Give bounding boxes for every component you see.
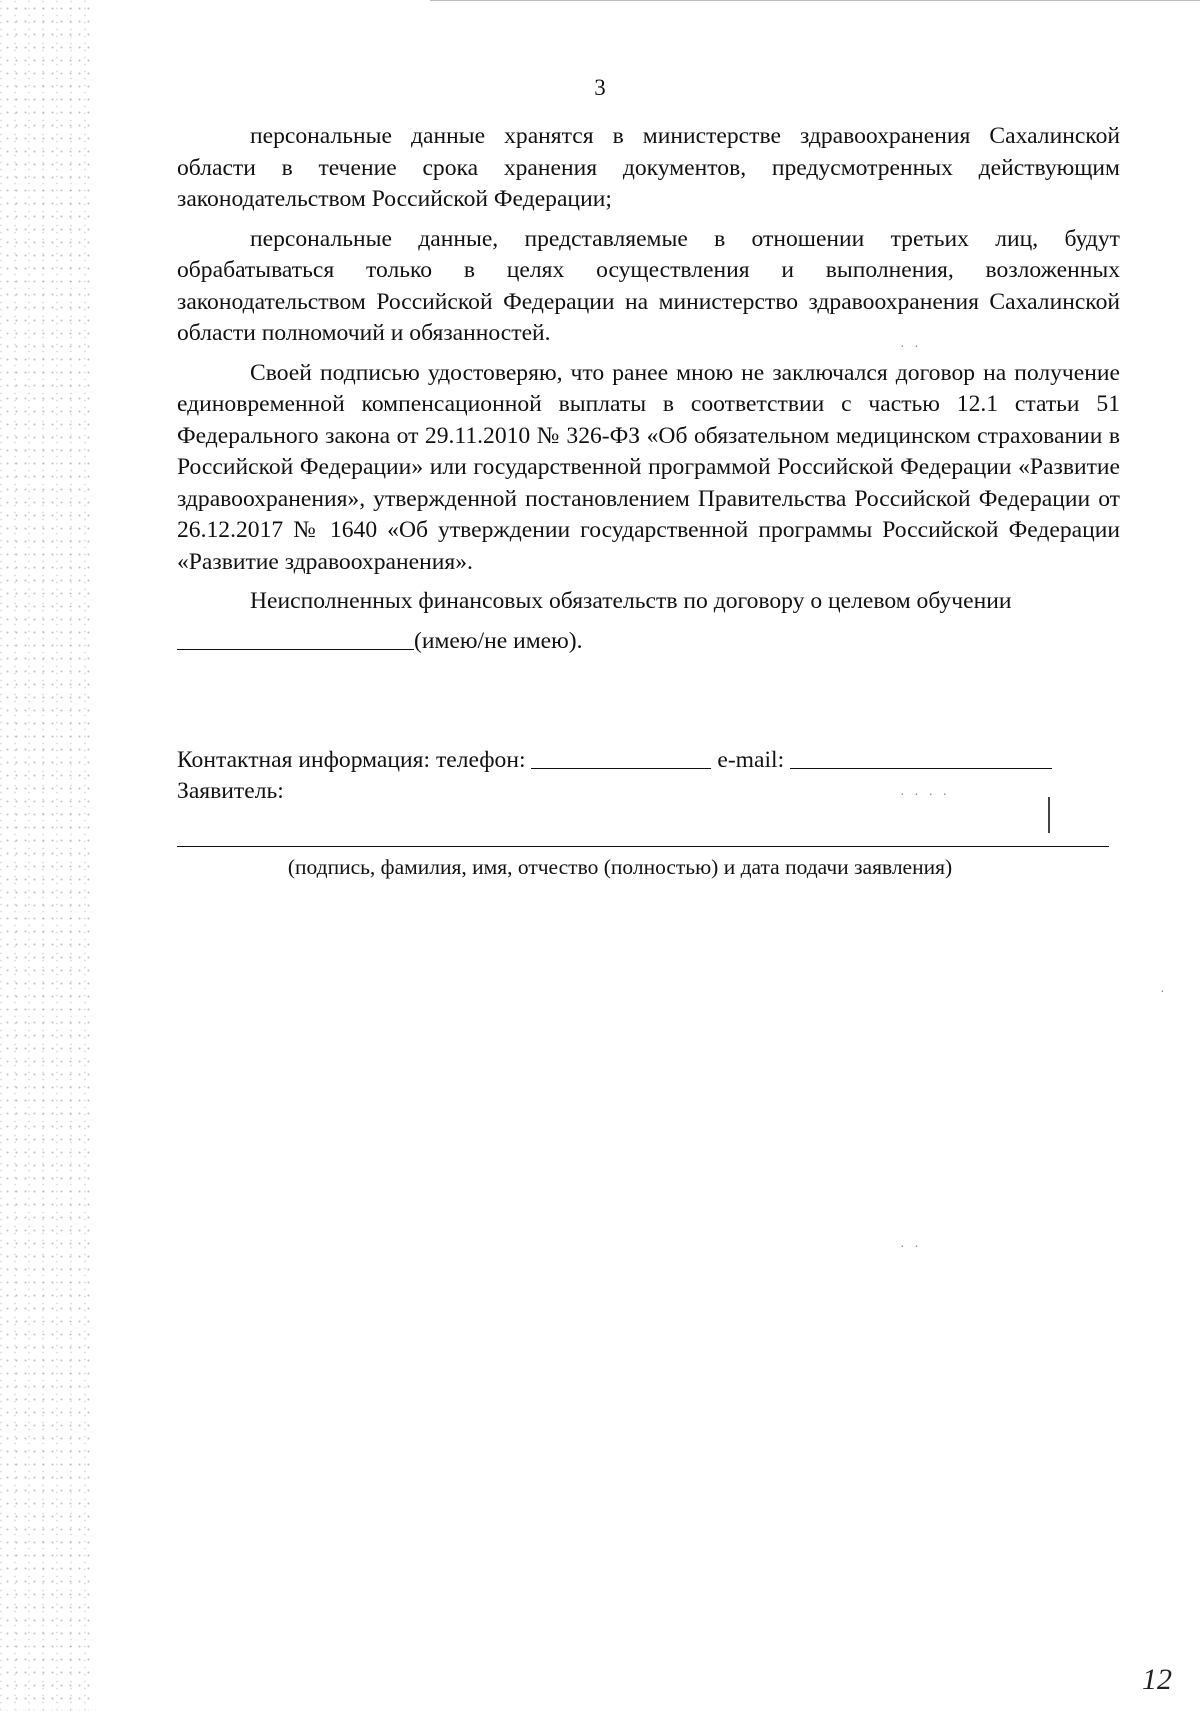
signature-blank-field[interactable] — [177, 846, 1109, 847]
handwritten-page-mark: 12 — [1142, 1663, 1172, 1696]
applicant-label: Заявитель: — [177, 778, 284, 804]
scan-tick-mark — [1048, 797, 1050, 833]
paragraph-certification: Своей подписью удостоверяю, что ранее мною не заключался договор на получение единовременной компенсационной выплаты в соответствии с частью 12.1 статьи 51 Федерального закона от 29.11.2010 № 326-ФЗ «Об обязательном медицинском страховании в Российской Федерации» или государственной программой Российской Федерации «Развитие здравоохранения», утвержденной постановлением Правительства Российской Федерации от 26.12.2017 № 1640 «Об утверждении государственной программы Российской Федерации «Развитие здравоохранения». — [177, 359, 1120, 575]
scan-speck: · — [1160, 985, 1168, 1000]
scan-speck: · · — [900, 340, 922, 355]
contact-block — [177, 745, 1120, 807]
obligations-blank-field[interactable] — [177, 648, 414, 650]
contact-row — [177, 745, 1120, 776]
document-body — [177, 121, 1120, 665]
obligations-answer-line — [177, 626, 1120, 658]
paragraph-storage: персональные данные хранятся в министерстве здравоохранения Сахалинской области в течение срока хранения документов, предусмотренных действующим законодательством Российской Федерации; — [177, 123, 1120, 212]
signature-caption: (подпись, фамилия, имя, отчество (полностью) и дата подачи заявления) — [287, 855, 953, 879]
page-number: 3 — [594, 75, 606, 100]
phone-label: Контактная информация: телефон: — [177, 747, 526, 773]
paragraph-obligations — [177, 586, 1120, 618]
scan-speck: · · · · — [900, 788, 951, 803]
top-edge-rule — [430, 0, 1200, 1]
obligations-text: Неисполненных финансовых обязательств по договору о целевом обучении — [250, 588, 1012, 614]
email-blank-field[interactable] — [790, 767, 1052, 769]
phone-blank-field[interactable] — [531, 767, 711, 769]
scan-speck: · · — [900, 1240, 922, 1255]
obligations-options: (имею/не имею). — [414, 627, 583, 654]
paragraph-third-parties: персональные данные, представляемые в отношении третьих лиц, будут обрабатываться только в целях осуществления и выполнения, возложенных законодательством Российской Федерации на министерство здравоохранения Сахалинской области полномочий и обязанностей. — [177, 225, 1120, 346]
email-label: e-mail: — [717, 747, 785, 773]
